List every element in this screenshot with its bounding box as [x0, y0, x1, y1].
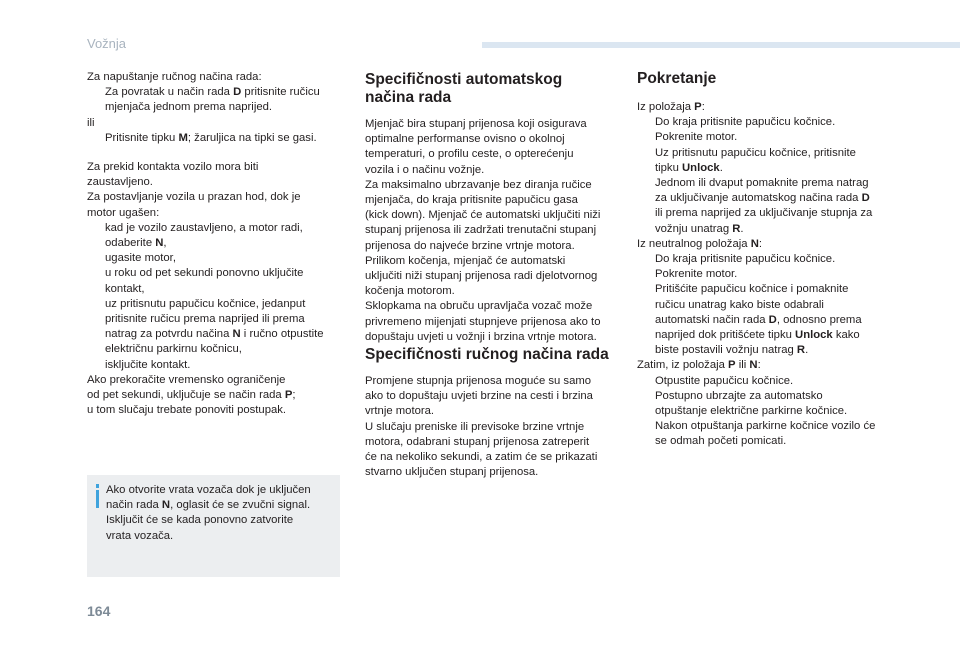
text-line: zaustavljeno.: [87, 176, 153, 189]
bullet-continuation: otpuštanje električne parkirne kočnice.: [655, 405, 848, 418]
bullet-item: Pritisnite tipku M; žaruljica na tipki se gasi.: [105, 131, 317, 144]
bullet-item: ugasite motor,: [105, 252, 176, 265]
bullet-item: kad je vozilo zaustavljeno, a motor radi,: [105, 221, 303, 234]
text-line: stvarno uključen stupanj prijenosa.: [365, 466, 539, 479]
text-line: privremeno mijenjati stupnjeve prijenosa ako to: [365, 315, 601, 328]
column-middle: [365, 70, 617, 480]
bullet-continuation: pritisnite ručicu prema naprijed ili prema: [105, 313, 305, 326]
text-line: mjenjača, do kraja pritisnite papučicu gasa: [365, 194, 578, 207]
text-line: Isključit će se kada ponovno zatvorite: [106, 514, 294, 527]
info-text: [106, 483, 336, 544]
emphasis: Unlock: [682, 161, 720, 174]
text-line: motor ugašen:: [87, 206, 160, 219]
manual-mode-exit-instructions: [87, 70, 340, 146]
text-line: uključiti niži stupanj prijenosa radi djelotvornog: [365, 270, 598, 283]
text-line: Za maksimalno ubrzavanje bez diranja ručice: [365, 178, 592, 191]
text-line: Sklopkama na obruču upravljača vozač može: [365, 300, 593, 313]
text-line: vrata vozača.: [106, 529, 174, 542]
text-line: Za napuštanje ručnog načina rada:: [87, 71, 262, 83]
bullet-continuation: električnu parkirnu kočnicu,: [105, 343, 242, 356]
bullet-continuation: ručicu unatrag kako biste odabrali: [655, 298, 824, 311]
bullet-continuation: automatski način rada D, odnosno prema: [655, 313, 862, 326]
emphasis: R: [796, 344, 806, 357]
text-line: će na nekoliko sekundi, a zatim će se prikazati: [365, 451, 598, 464]
emphasis: M: [178, 131, 188, 144]
info-box: [87, 475, 340, 577]
emphasis: Unlock: [795, 329, 833, 342]
bullet-item: uz pritisnutu papučicu kočnice, jedanput: [105, 297, 306, 310]
starting-instructions: [637, 100, 899, 450]
text-line: u tom slučaju trebate ponoviti postupak.: [87, 404, 287, 417]
text-line: ako to dopuštaju uvjeti brzine na cesti i brzina: [365, 390, 593, 403]
heading-line: načina rada: [365, 89, 452, 106]
text-line: Zatim, iz položaja P ili N:: [637, 359, 761, 372]
manual-mode-text: [365, 374, 617, 480]
emphasis: P: [694, 101, 702, 113]
text-line: način rada N, oglasit će se zvučni signal.: [106, 499, 311, 512]
text-line: (kick down). Mjenjač će automatski uključiti niži: [365, 209, 601, 222]
text-line: motora, odabrani stupanj prijenosa zatreperit: [365, 435, 590, 448]
bullet-item: Pokrenite motor.: [655, 131, 738, 144]
bullet-item: Pritišćite papučicu kočnice i pomaknite: [655, 283, 849, 296]
bullet-continuation: natrag za potvrdu načina N i ručno otpustite: [105, 328, 324, 341]
spacer: [87, 146, 340, 160]
neutral-instructions: [87, 160, 340, 418]
emphasis: D: [233, 86, 242, 99]
text-line: stupanj prijenosa ili zadržati trenutačni stupanj: [365, 224, 597, 237]
bullet-continuation: za uključivanje automatskog načina rada D: [655, 192, 870, 205]
text-line: prijenosa do najveće brzine vrtnje motora.: [365, 239, 575, 252]
bullet-continuation: odaberite N,: [105, 237, 167, 250]
emphasis: N: [161, 499, 171, 512]
bullet-continuation: naprijed dok pritišćete tipku Unlock kako: [655, 329, 860, 342]
text-line: od pet sekundi, uključuje se način rada P;: [87, 389, 296, 402]
heading-manual-mode: Specifičnosti ručnog načina rada: [365, 346, 609, 364]
info-icon: [96, 484, 99, 508]
text-line: Iz položaja P:: [637, 101, 705, 113]
text-line: kočenja motorom.: [365, 285, 455, 298]
bullet-item: Do kraja pritisnite papučicu kočnice.: [655, 116, 836, 129]
bullet-continuation: vožnju unatrag R.: [655, 222, 744, 235]
text-line: vrtnje motora.: [365, 405, 435, 418]
heading-automatic-mode: [365, 71, 617, 107]
bullet-item: Pokrenite motor.: [655, 268, 738, 281]
bullet-continuation: biste postavili vožnju natrag R.: [655, 344, 809, 357]
text-line: Za postavljanje vozila u prazan hod, dok je: [87, 191, 301, 204]
emphasis: R: [732, 222, 741, 235]
text-line: Iz neutralnog položaja N:: [637, 237, 762, 250]
bullet-item: Otpustite papučicu kočnice.: [655, 374, 794, 387]
automatic-mode-text: [365, 117, 617, 345]
emphasis: N: [232, 328, 241, 341]
column-right: [637, 70, 899, 450]
page-number: 164: [87, 603, 111, 619]
text-line: Ako prekoračite vremensko ograničenje: [87, 373, 286, 386]
text-line: optimalne performanse ovisno o okolnoj: [365, 133, 565, 146]
section-title: Vožnja: [87, 36, 127, 51]
bullet-continuation: kontakt,: [105, 282, 145, 295]
bullet-continuation: mjenjača jednom prema naprijed.: [105, 101, 273, 114]
text-line: Ako otvorite vrata vozača dok je uključen: [106, 484, 311, 496]
text-line: Promjene stupnja prijenosa moguće su samo: [365, 375, 592, 388]
bullet-item: isključite kontakt.: [105, 358, 191, 371]
text-line: ili: [87, 116, 95, 129]
bullet-item: u roku od pet sekundi ponovno uključite: [105, 267, 304, 280]
emphasis: D: [768, 313, 777, 326]
bullet-item: Uz pritisnutu papučicu kočnice, pritisnite: [655, 146, 856, 159]
emphasis: D: [861, 192, 870, 205]
emphasis: P: [728, 359, 736, 372]
bullet-continuation: tipku Unlock.: [655, 161, 723, 174]
text-line: Prilikom kočenja, mjenjač će automatski: [365, 254, 566, 267]
emphasis: N: [155, 237, 164, 250]
text-line: Mjenjač bira stupanj prijenosa koji osigurava: [365, 118, 587, 130]
bullet-item: Postupno ubrzajte za automatsko: [655, 389, 823, 402]
bullet-item: Nakon otpuštanja parkirne kočnice vozilo će: [655, 420, 876, 433]
text-line: Za prekid kontakta vozilo mora biti: [87, 161, 259, 174]
text-line: temperaturi, o profilu ceste, o opterećenju: [365, 148, 574, 161]
heading-line: Specifičnosti automatskog: [365, 71, 563, 88]
bullet-item: Do kraja pritisnite papučicu kočnice.: [655, 253, 836, 266]
bullet-continuation: se odmah početi pomicati.: [655, 435, 787, 448]
text-line: vozila i o načinu vožnje.: [365, 163, 485, 176]
text-line: U slučaju preniske ili previsoke brzine vrtnje: [365, 420, 585, 433]
emphasis: P: [284, 389, 293, 402]
emphasis: N: [749, 359, 758, 372]
emphasis: N: [750, 237, 759, 250]
column-left: [87, 70, 340, 418]
text-line: dopuštaju uvjeti u vožnji i brzina vrtnje motora.: [365, 330, 597, 343]
bullet-item: Jednom ili dvaput pomaknite prema natrag: [655, 177, 869, 190]
bullet-item: Za povratak u način rada D pritisnite ručicu: [105, 86, 320, 99]
bullet-continuation: ili prema naprijed za uključivanje stupnja za: [655, 207, 873, 220]
header-bar: [482, 42, 960, 48]
heading-starting: Pokretanje: [637, 70, 717, 87]
